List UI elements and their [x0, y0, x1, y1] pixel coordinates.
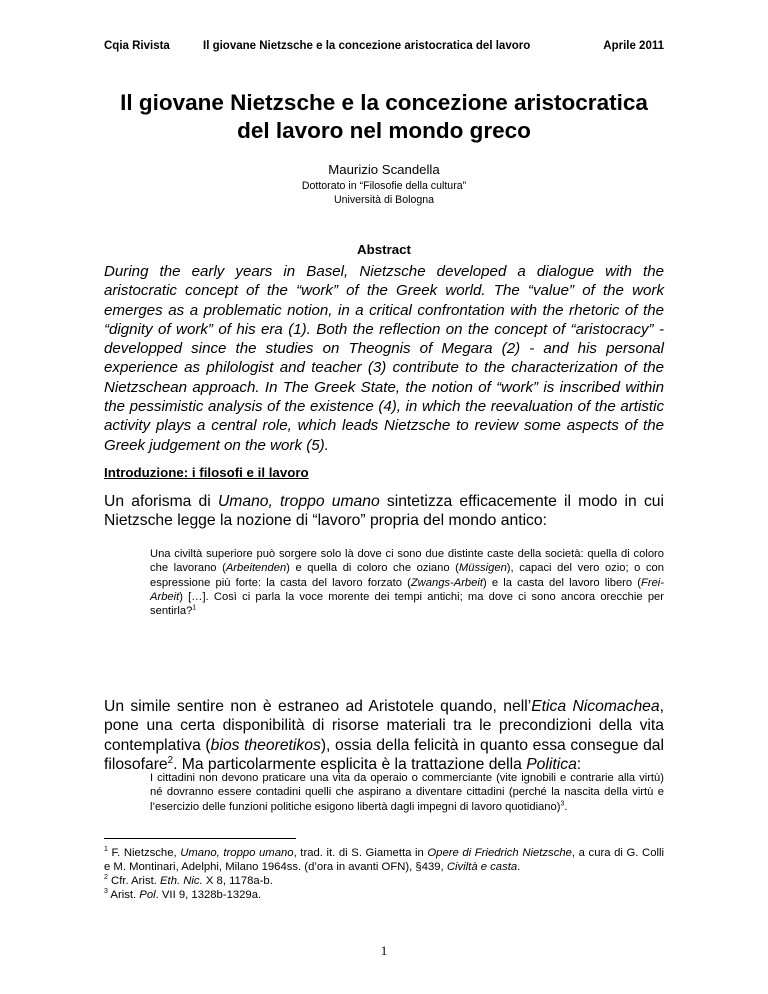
article-title — [104, 89, 664, 145]
author-affiliation-university: Università di Bologna — [333, 194, 435, 206]
footnote-ref-2: 2 — [167, 754, 174, 766]
author-name: Maurizio Scandella — [328, 162, 440, 177]
footnote-ref-1: 1 — [192, 604, 197, 612]
title-line-2: del lavoro nel mondo greco — [237, 118, 531, 143]
abstract-heading: Abstract — [357, 242, 411, 257]
footnote-2: $^2$ Cfr. Arist. Eth. Nic. X 8, 1178a-b. — [104, 874, 273, 887]
block-quote-aristotle: I cittadini non devono praticare una vita da operaio o commerciante (vite ignobili e contrarie alla virtù) né dovranno essere contadini quelli che aspirano a diventare cittadini (perché la nascita della virtù e l’esercizio delle funzioni politiche esigono libertà dagli impegni di lavoro quotidiano)$^3$. — [150, 772, 664, 813]
author-affiliation-program: Dottorato in “Filosofie della cultura” — [301, 180, 467, 192]
header-journal: Cqia Rivista — [104, 40, 170, 52]
intro-paragraph: Un aforisma di Umano, troppo umano sintetizza efficacemente il modo in cui Nietzsche legge la nozione di “lavoro” propria del mondo antico: — [104, 493, 664, 530]
header-date: Aprile 2011 — [603, 40, 664, 52]
footnote-1: $^1$ F. Nietzsche, Umano, troppo umano, trad. it. di S. Giametta in Opere di Friedrich Nietzsche, a cura di G. Colli e M. Montinari, Adelphi, Milano 1964ss. (d’ora in avanti OFN), §439, Civiltà e casta. — [104, 846, 665, 873]
header-title: Il giovane Nietzsche e la concezione aristocratica del lavoro — [203, 40, 531, 52]
abstract-text: During the early years in Basel, Nietzsche developed a dialogue with the aristocratic concept of the “work” of the Greek world. The “value” of the work emerges as a problematic notion, in a critical confrontation with the rhetoric of the “dignity of work” of his era (1). Both the reflection on the concept of “aristocracy” - developped since the studies on Theognis of Megara (2) - and his personal experience as philologist and teacher (3) contribute to the characterization of the Nietzschean approach. In The Greek State, the notion of “work” is inscribed within the pessimistic analysis of the existence (4), in which the reevaluation of the artistic activity plays a central role, which leads Nietzsche to review some aspects of the Greek judgement on the work (5). — [104, 263, 664, 454]
footnote-ref-3: 3 — [560, 799, 565, 807]
aristotle-paragraph: Un simile sentire non è estraneo ad Aristotele quando, nell’Etica Nicomachea, pone una certa disponibilità di risorse materiali tra le precondizioni della vita contemplativa (bios theoretikos), ossia della felicità in quanto essa consegue dal filosofare$^2$. Ma particolarmente esplicita è la trattazione della Politica: — [104, 698, 665, 773]
footnotes — [104, 846, 664, 902]
footnote-3: $^3$ Arist. Pol. VII 9, 1328b-1329a. — [104, 888, 262, 901]
block-quote-nietzsche: Una civiltà superiore può sorgere solo là dove ci sono due distinte caste della società: quella di coloro che lavorano (Arbeitenden) e quella di coloro che oziano (Müssigen), capaci del vero ozio; o con espressione più forte: la casta del lavoro forzato (Zwangs-Arbeit) e la casta del lavoro libero (Frei-Arbeit) […]. Così ci parla la voce morente dei tempi antichi; ma dove ci sono ancora orecchie per sentirla?$^1$ — [150, 548, 665, 618]
running-header — [104, 40, 664, 56]
work-title-italic: Umano, troppo umano — [217, 493, 380, 510]
page-number: 1 — [380, 943, 388, 958]
title-line-1: Il giovane Nietzsche e la concezione aristocratica — [120, 90, 648, 115]
footnote-separator — [104, 838, 296, 839]
section-heading: Introduzione: i filosofi e il lavoro — [104, 465, 309, 480]
